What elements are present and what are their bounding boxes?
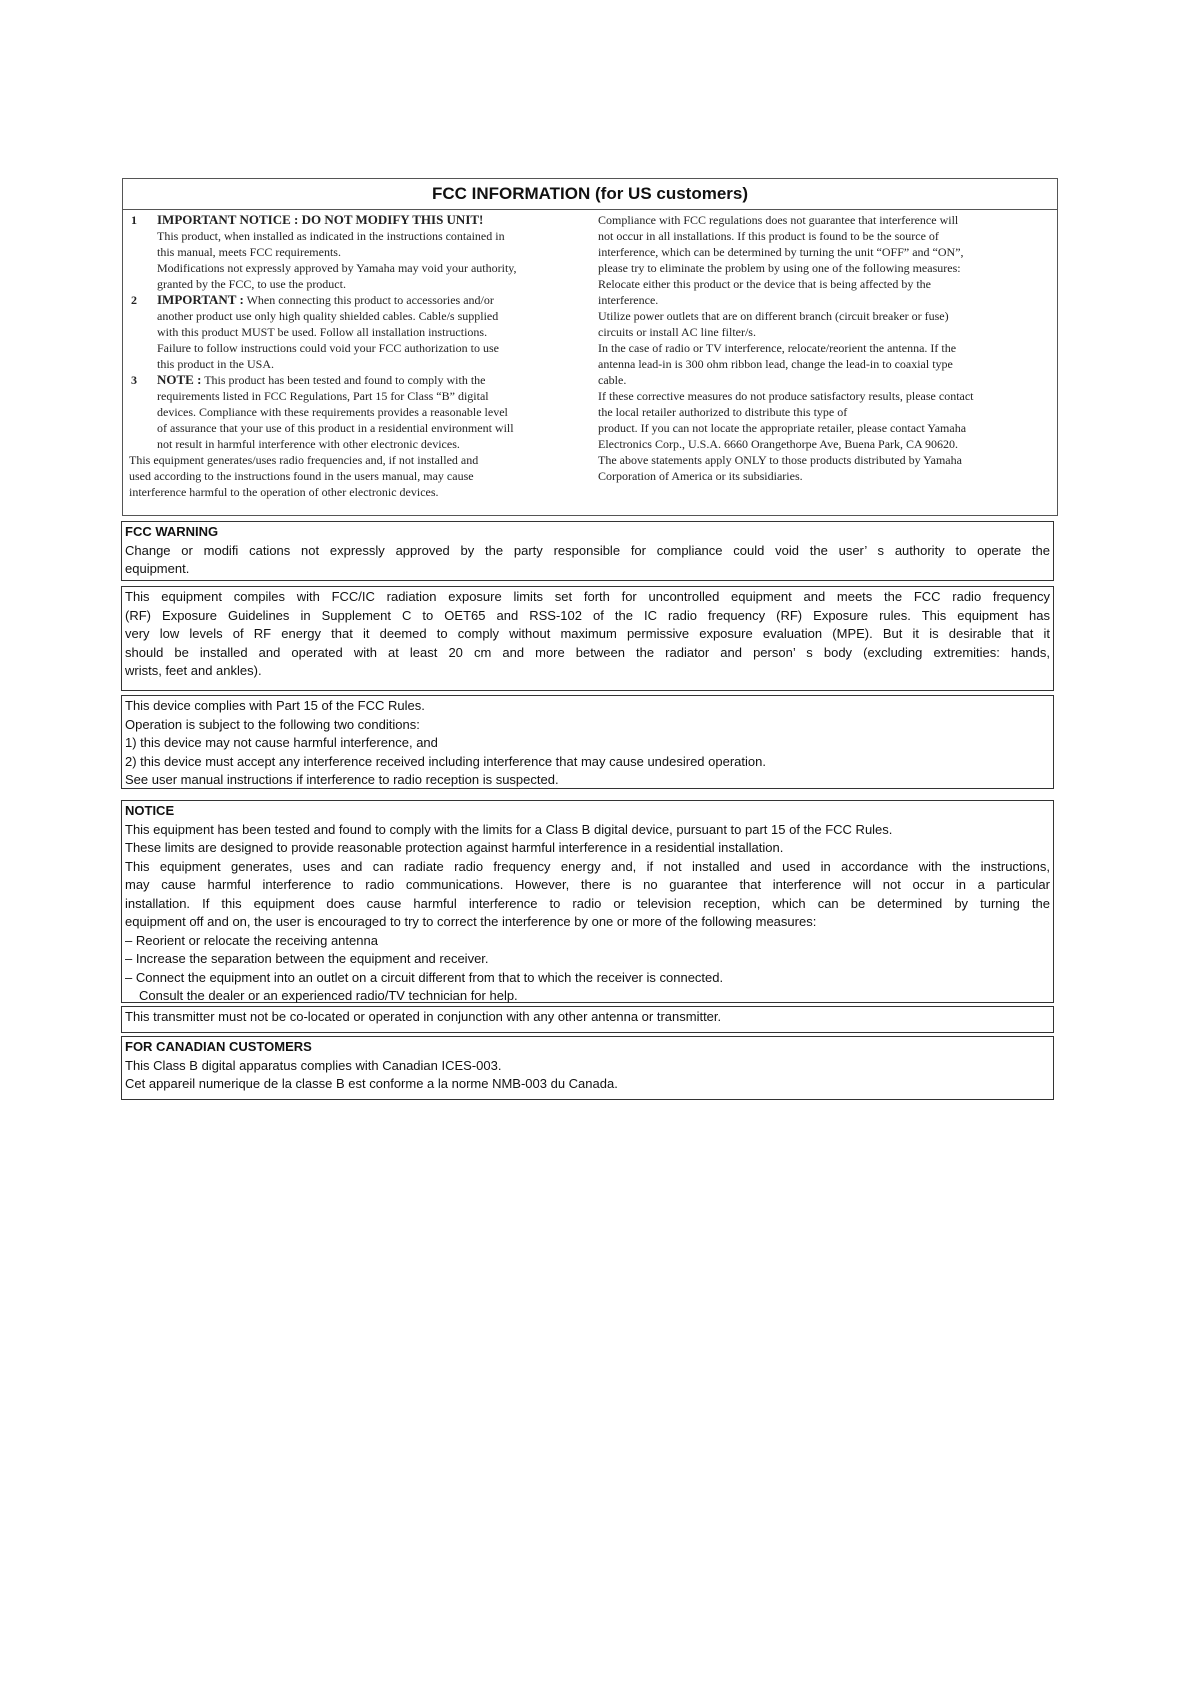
- part15-line: 2) this device must accept any interference received including interference that may cause undesired operation.: [125, 753, 766, 769]
- canadian-line: This Class B digital apparatus complies with Canadian ICES-003.: [125, 1057, 502, 1073]
- item-line: This product has been tested and found to comply with the: [204, 373, 486, 387]
- right-line: the local retailer authorized to distribute this type of: [598, 405, 848, 419]
- right-line: Electronics Corp., U.S.A. 6660 Orangethorpe Ave, Buena Park, CA 90620.: [598, 437, 959, 451]
- right-line: Utilize power outlets that are on different branch (circuit breaker or fuse): [598, 309, 949, 323]
- item-line: of assurance that your use of this product in a residential environment will: [157, 421, 514, 435]
- right-line: cable.: [598, 373, 627, 387]
- right-line: product. If you can not locate the appropriate retailer, please contact Yamaha: [598, 421, 967, 435]
- notice-item-1: [129, 212, 589, 292]
- fcc-left-column: [129, 212, 589, 500]
- fcc-warning-line: Change or modifi cations not expressly approved by the party responsible for compliance could void the user’ s authority to operate the: [125, 542, 1050, 558]
- item-line: this product in the USA.: [157, 357, 274, 371]
- item-heading: IMPORTANT :: [157, 292, 244, 307]
- notice-line: equipment off and on, the user is encouraged to try to correct the interference by one or more of the following measures:: [125, 914, 817, 929]
- fcc-information-box: [122, 178, 1058, 516]
- notice-line: installation. If this equipment does cause harmful interference to radio or television reception, which can be determined by turning the: [125, 895, 1050, 911]
- fcc-warning-box: [121, 521, 1054, 581]
- notice-line: This equipment has been tested and found to comply with the limits for a Class B digital device, pursuant to part 15 of the FCC Rules.: [125, 821, 893, 837]
- rf-exposure-box: [121, 586, 1054, 691]
- item-line: devices. Compliance with these requirements provides a reasonable level: [157, 405, 508, 419]
- canadian-heading: FOR CANADIAN CUSTOMERS: [125, 1039, 312, 1054]
- right-line: In the case of radio or TV interference, relocate/reorient the antenna. If the: [598, 341, 957, 355]
- notice-measure: – Reorient or relocate the receiving antenna: [125, 932, 378, 948]
- right-line: Corporation of America or its subsidiaries.: [598, 469, 803, 483]
- notice-measure: – Connect the equipment into an outlet on a circuit different from that to which the receiver is connected.: [125, 969, 724, 985]
- item-line: When connecting this product to accessories and/or: [246, 293, 494, 307]
- notice-heading: NOTICE: [125, 803, 175, 818]
- part15-line: 1) this device may not cause harmful interference, and: [125, 735, 438, 750]
- rf-exposure-line: wrists, feet and ankles).: [125, 663, 262, 678]
- item-line: with this product MUST be used. Follow all installation instructions.: [157, 325, 488, 339]
- item-number: 1: [131, 213, 137, 227]
- notice-line: This equipment generates, uses and can radiate radio frequency energy and, if not installed and used in accordance with the instructions,: [125, 858, 1050, 874]
- colocation-box: [121, 1006, 1054, 1033]
- rf-exposure-line: This equipment compiles with FCC/IC radiation exposure limits set forth for uncontrolled equipment and meets the FCC radio frequency: [125, 589, 1050, 604]
- right-line: antenna lead-in is 300 ohm ribbon lead, change the lead-in to coaxial type: [598, 357, 953, 371]
- notice-line: These limits are designed to provide reasonable protection against harmful interference in a residential installation.: [125, 840, 784, 855]
- rf-exposure-line: (RF) Exposure Guidelines in Supplement C to OET65 and RSS-102 of the IC radio frequency (RF) Exposure rules. This equipment has: [125, 607, 1050, 623]
- part15-box: [121, 695, 1054, 789]
- part15-line: See user manual instructions if interference to radio reception is suspected.: [125, 772, 559, 787]
- statement-line: This equipment generates/uses radio frequencies and, if not installed and: [129, 453, 479, 467]
- equipment-statement: [129, 452, 589, 500]
- item-line: Failure to follow instructions could void your FCC authorization to use: [157, 341, 499, 355]
- canadian-box: [121, 1036, 1054, 1100]
- rf-exposure-line: should be installed and operated with at least 20 cm and more between the radiator and person’ s body (excluding extremities: hands,: [125, 644, 1050, 660]
- item-line: requirements listed in FCC Regulations, Part 15 for Class “B” digital: [157, 389, 489, 403]
- notice-measure: – Increase the separation between the equipment and receiver.: [125, 951, 489, 966]
- fcc-right-column: [598, 212, 1053, 484]
- right-line: please try to eliminate the problem by using one of the following measures:: [598, 261, 961, 275]
- item-number: 3: [131, 373, 137, 387]
- right-line: interference, which can be determined by turning the unit “OFF” and “ON”,: [598, 245, 964, 259]
- right-line: not occur in all installations. If this product is found to be the source of: [598, 229, 939, 243]
- notice-item-3: [129, 372, 589, 452]
- title-divider: [123, 209, 1057, 210]
- rf-exposure-line: very low levels of RF energy that it deemed to comply without maximum permissive exposure evaluation (MPE). But it is desirable that it: [125, 626, 1050, 641]
- notice-line: may cause harmful interference to radio communications. However, there is no guarantee that interference will not occur in a particular: [125, 877, 1050, 892]
- right-line: The above statements apply ONLY to those products distributed by Yamaha: [598, 453, 962, 467]
- right-line: interference.: [598, 293, 659, 307]
- part15-line: This device complies with Part 15 of the FCC Rules.: [125, 698, 425, 713]
- part15-line: Operation is subject to the following two conditions:: [125, 716, 420, 732]
- notice-consult: Consult the dealer or an experienced radio/TV technician for help.: [139, 988, 518, 1003]
- item-heading: IMPORTANT NOTICE : DO NOT MODIFY THIS UNIT!: [157, 212, 484, 227]
- fcc-information-title: FCC INFORMATION (for US customers): [431, 184, 749, 203]
- item-line: this manual, meets FCC requirements.: [157, 245, 341, 259]
- colocation-text: This transmitter must not be co-located or operated in conjunction with any other antenna or transmitter.: [125, 1009, 722, 1024]
- fcc-warning-heading: FCC WARNING: [125, 524, 219, 539]
- right-line: circuits or install AC line filter/s.: [598, 325, 756, 339]
- item-line: another product use only high quality shielded cables. Cable/s supplied: [157, 309, 499, 323]
- item-line: This product, when installed as indicated in the instructions contained in: [157, 229, 505, 243]
- right-line: If these corrective measures do not produce satisfactory results, please contact: [598, 389, 974, 403]
- statement-line: used according to the instructions found in the users manual, may cause: [129, 469, 474, 483]
- statement-line: interference harmful to the operation of other electronic devices.: [129, 485, 439, 499]
- notice-item-2: [129, 292, 589, 372]
- item-line: not result in harmful interference with other electronic devices.: [157, 437, 460, 451]
- right-line: Compliance with FCC regulations does not guarantee that interference will: [598, 213, 959, 227]
- item-line: Modifications not expressly approved by Yamaha may void your authority,: [157, 261, 517, 275]
- fcc-warning-line: equipment.: [125, 561, 190, 576]
- item-line: granted by the FCC, to use the product.: [157, 277, 346, 291]
- item-heading: NOTE :: [157, 372, 202, 387]
- item-number: 2: [131, 293, 137, 307]
- right-line: Relocate either this product or the device that is being affected by the: [598, 277, 931, 291]
- canadian-line: Cet appareil numerique de la classe B est conforme a la norme NMB-003 du Canada.: [125, 1076, 618, 1091]
- notice-box: [121, 800, 1054, 1003]
